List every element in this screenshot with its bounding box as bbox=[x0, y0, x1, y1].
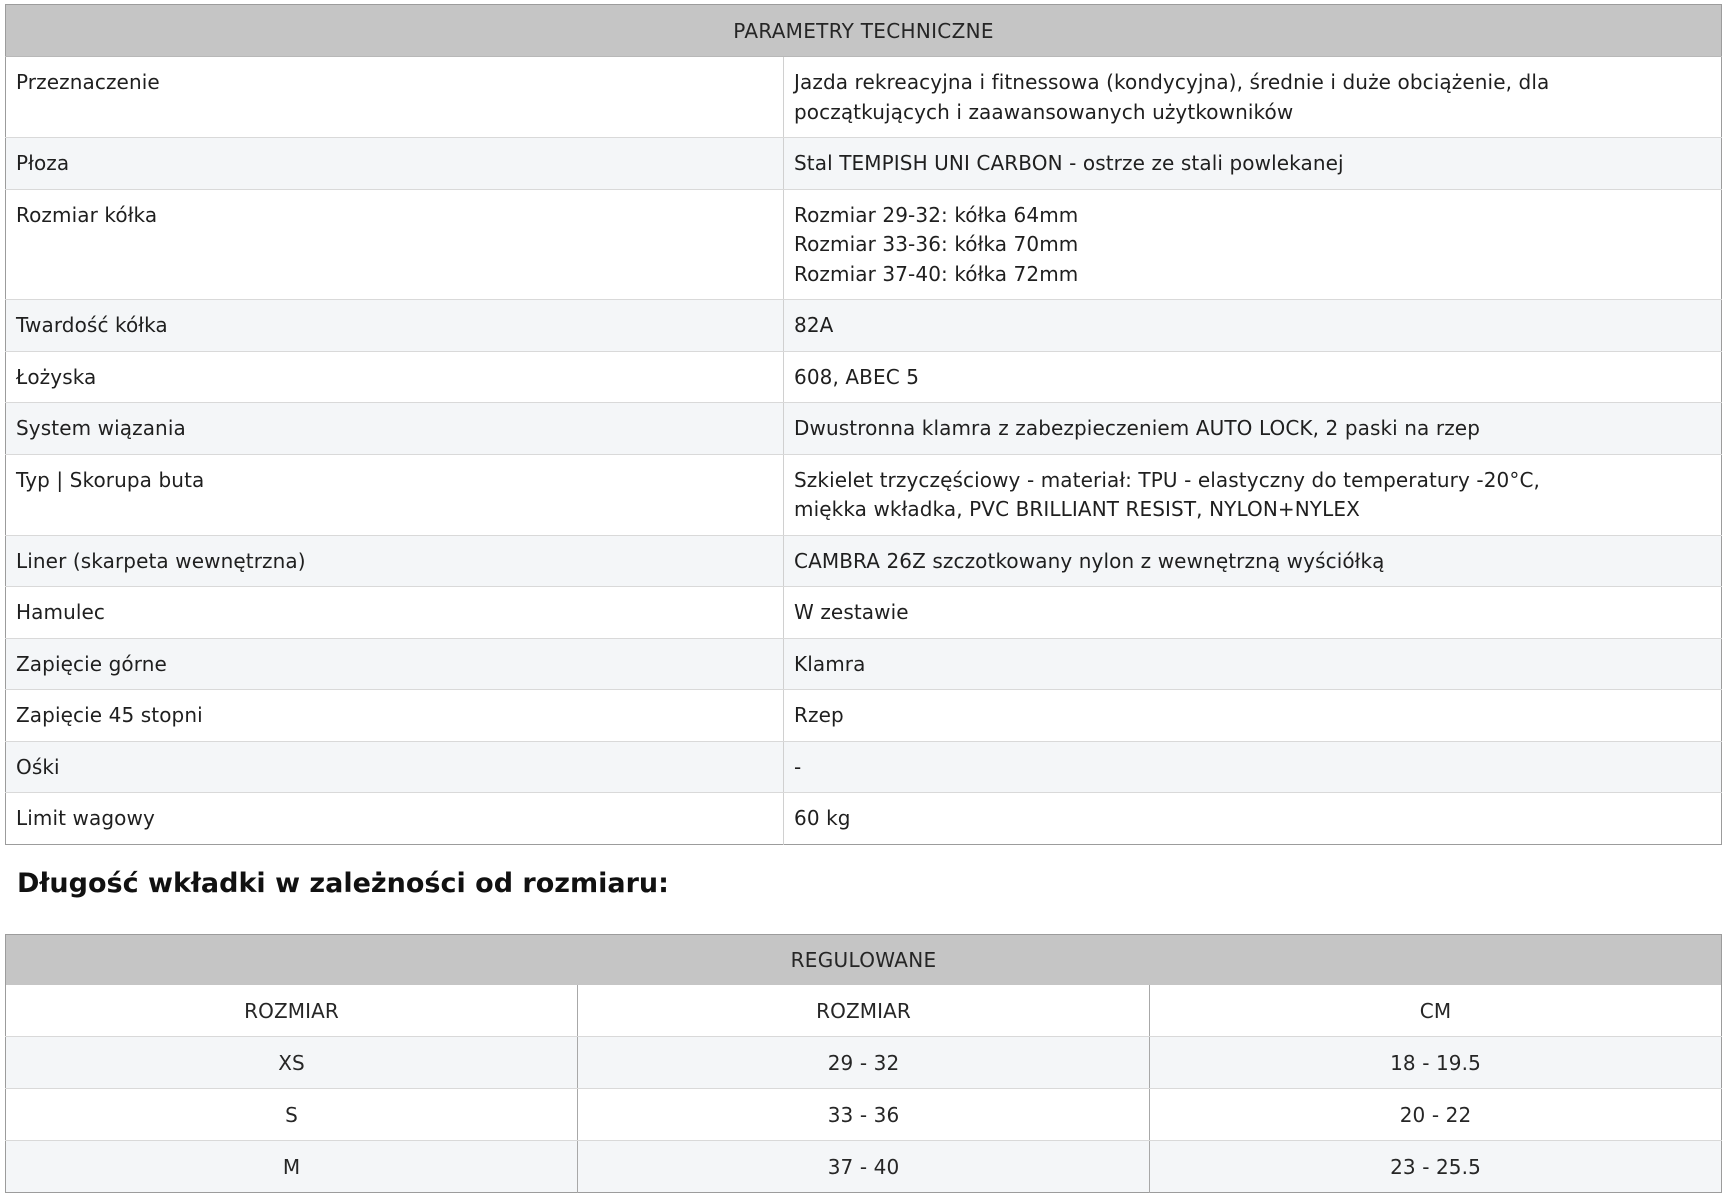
sizes-column-header: ROZMIAR bbox=[6, 985, 578, 1037]
sizes-cell: 20 - 22 bbox=[1150, 1089, 1722, 1141]
param-name: Płoza bbox=[6, 138, 784, 190]
param-value-line: 608, ABEC 5 bbox=[794, 364, 920, 389]
param-name: Typ | Skorupa buta bbox=[6, 454, 784, 535]
param-value-line: Dwustronna klamra z zabezpieczeniem AUTO LOCK, 2 paski na rzep bbox=[794, 416, 1480, 440]
param-name: System wiązania bbox=[6, 403, 784, 455]
sizes-cell: XS bbox=[6, 1037, 578, 1089]
sizes-table-header: REGULOWANE bbox=[6, 935, 1722, 986]
params-row bbox=[6, 638, 1722, 690]
sizes-column-header-row bbox=[6, 985, 1722, 1037]
param-name: Zapięcie 45 stopni bbox=[6, 690, 784, 742]
param-value bbox=[784, 189, 1722, 300]
param-value-line: początkujących i zaawansowanych użytkowników bbox=[794, 99, 1294, 124]
param-name: Limit wagowy bbox=[6, 793, 784, 845]
param-name: Łożyska bbox=[6, 351, 784, 403]
param-value bbox=[784, 138, 1722, 190]
sizes-cell: S bbox=[6, 1089, 578, 1141]
params-row bbox=[6, 138, 1722, 190]
param-name: Liner (skarpeta wewnętrzna) bbox=[6, 535, 784, 587]
param-value-line: 82A bbox=[794, 313, 834, 337]
params-table-header: PARAMETRY TECHNICZNE bbox=[6, 5, 1722, 57]
param-value bbox=[784, 300, 1722, 352]
params-row bbox=[6, 189, 1722, 300]
param-value-line: 60 kg bbox=[794, 806, 851, 830]
sizes-header-row bbox=[6, 935, 1722, 986]
sizes-table-body bbox=[6, 985, 1722, 1193]
params-header-row bbox=[6, 5, 1722, 57]
param-value-line: Rozmiar 29-32: kółka 64mm bbox=[794, 202, 1079, 227]
params-row bbox=[6, 587, 1722, 639]
param-value bbox=[784, 690, 1722, 742]
sizes-row bbox=[6, 1141, 1722, 1193]
sizes-cell: 23 - 25.5 bbox=[1150, 1141, 1722, 1193]
param-value-line: miękka wkładka, PVC BRILLIANT RESIST, NYLON+NYLEX bbox=[794, 497, 1360, 521]
param-value bbox=[784, 535, 1722, 587]
param-value bbox=[784, 587, 1722, 639]
param-value bbox=[784, 741, 1722, 793]
param-value-line: Rzep bbox=[794, 703, 844, 727]
param-value bbox=[784, 57, 1722, 138]
param-value-line: W zestawie bbox=[794, 600, 909, 624]
param-value-line: Stal TEMPISH UNI CARBON - ostrze ze stali powlekanej bbox=[794, 151, 1344, 175]
params-row bbox=[6, 535, 1722, 587]
param-value bbox=[784, 403, 1722, 455]
param-name: Twardość kółka bbox=[6, 300, 784, 352]
sizes-cell: 33 - 36 bbox=[578, 1089, 1150, 1141]
param-name: Rozmiar kółka bbox=[6, 189, 784, 300]
param-name: Hamulec bbox=[6, 587, 784, 639]
params-row bbox=[6, 793, 1722, 845]
param-name: Przeznaczenie bbox=[6, 57, 784, 138]
param-name: Ośki bbox=[6, 741, 784, 793]
params-row bbox=[6, 57, 1722, 138]
section-heading: Długość wkładki w zależności od rozmiaru: bbox=[17, 868, 669, 899]
params-row bbox=[6, 454, 1722, 535]
param-value bbox=[784, 793, 1722, 845]
params-row bbox=[6, 741, 1722, 793]
param-value bbox=[784, 454, 1722, 535]
sizes-cell: 18 - 19.5 bbox=[1150, 1037, 1722, 1089]
params-row bbox=[6, 300, 1722, 352]
sizes-column-header: ROZMIAR bbox=[578, 985, 1150, 1037]
param-value-line: Klamra bbox=[794, 651, 866, 676]
param-value bbox=[784, 638, 1722, 690]
sizes-row bbox=[6, 1089, 1722, 1141]
params-row bbox=[6, 351, 1722, 403]
param-value-line: Rozmiar 37-40: kółka 72mm bbox=[794, 261, 1079, 286]
params-row bbox=[6, 690, 1722, 742]
param-value-line: Jazda rekreacyjna i fitnessowa (kondycyjna), średnie i duże obciążenie, dla bbox=[794, 70, 1550, 94]
insole-length-table bbox=[5, 934, 1722, 1193]
sizes-column-header: CM bbox=[1150, 985, 1722, 1037]
params-table-body bbox=[6, 57, 1722, 845]
param-value-line: CAMBRA 26Z szczotkowany nylon z wewnętrzną wyściółką bbox=[794, 548, 1385, 573]
param-value bbox=[784, 351, 1722, 403]
sizes-cell: 37 - 40 bbox=[578, 1141, 1150, 1193]
param-value-line: Rozmiar 33-36: kółka 70mm bbox=[794, 232, 1079, 256]
sizes-cell: 29 - 32 bbox=[578, 1037, 1150, 1089]
param-value-line: - bbox=[794, 754, 802, 779]
sizes-row bbox=[6, 1037, 1722, 1089]
technical-parameters-table bbox=[5, 4, 1722, 845]
sizes-cell: M bbox=[6, 1141, 578, 1193]
params-row bbox=[6, 403, 1722, 455]
param-value-line: Szkielet trzyczęściowy - materiał: TPU - elastyczny do temperatury -20°C, bbox=[794, 467, 1540, 492]
param-name: Zapięcie górne bbox=[6, 638, 784, 690]
